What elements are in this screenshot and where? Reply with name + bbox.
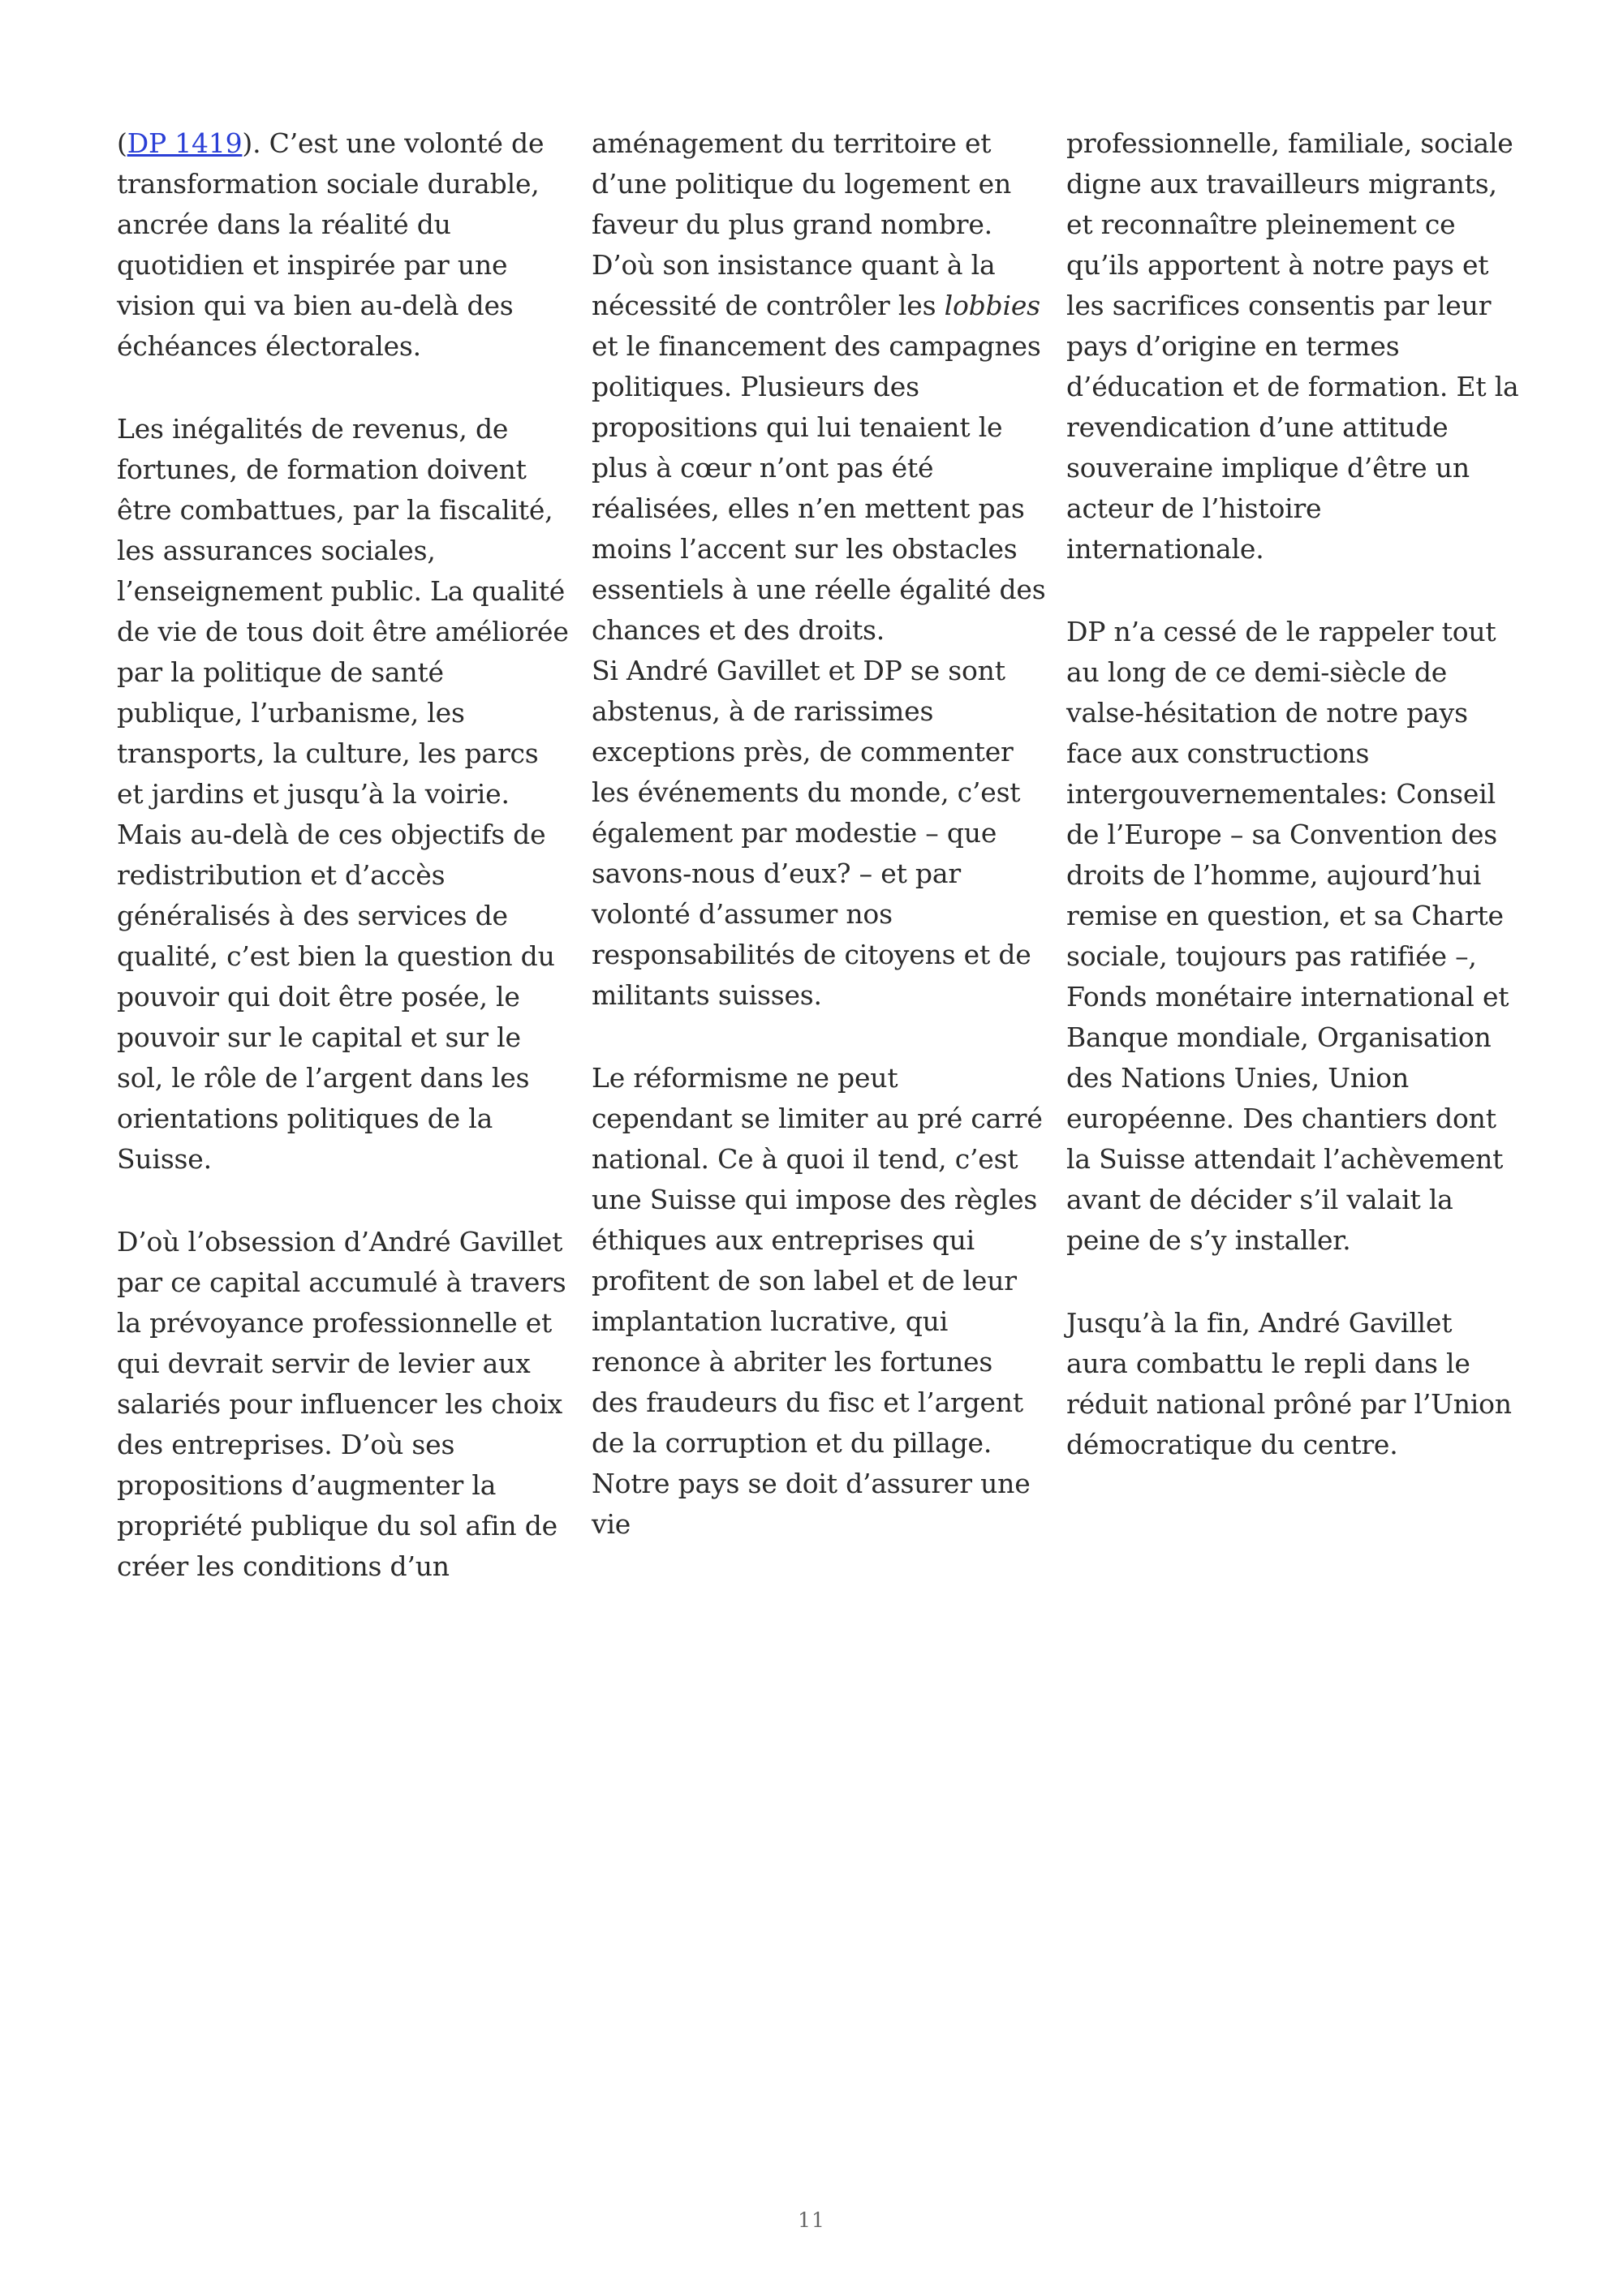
paragraph-3-2: DP n’a cessé de le rappeler tout au long de ce demi-siècle de valse-hésitation de notre pays face aux constructions intergouvernementales: Conseil de l’Europe – sa Convention des droits de l’homme, aujourd’hui remise en question, et sa Charte sociale, toujours pas ratifiée –, Fonds monétaire international et Banque mondiale, Organisation des Nations Unies, Union européenne. Des chantiers dont la Suisse attendait l’achèvement avant de décider s’il valait la peine de s’y installer. (1066, 616, 1509, 1256)
paragraph-3-3: Jusqu’à la fin, André Gavillet aura combattu le repli dans le réduit national prôné par l’Union démocratique du centre. (1066, 1307, 1512, 1460)
column-1 (117, 123, 571, 1587)
paragraph-3-1: professionnelle, familiale, sociale digne aux travailleurs migrants, et reconnaître pleinement ce qu’ils apportent à notre pays et les sacrifices consentis par leur pays d’origine en termes d’éducation et de formation. Et la revendication d’une attitude souveraine implique d’être un acteur de l’histoire internationale. (1066, 127, 1519, 565)
paragraph-2-1 (592, 123, 1046, 651)
paragraph-1-2: Les inégalités de revenus, de fortunes, de formation doivent être combattues, par la fiscalité, les assurances sociales, l’enseignement public. La qualité de vie de tous doit être améliorée par la politique de santé publique, l’urbanisme, les transports, la culture, les parcs et jardins et jusqu’à la voirie. Mais au-delà de ces objectifs de redistribution et d’accès généralisés à des services de qualité, c’est bien la question du pouvoir qui doit être posée, le pouvoir sur le capital et sur le sol, le rôle de l’argent dans les orientations politiques de la Suisse. (117, 413, 569, 1175)
paragraph-text-before: aménagement du territoire et d’une politique du logement en faveur du plus grand nombre. D’où son insistance quant à la nécessité de contrôler les (592, 127, 1012, 321)
paragraph-2-3: Le réformisme ne peut cependant se limiter au pré carré national. Ce à quoi il tend, c’est une Suisse qui impose des règles éthiques aux entreprises qui profitent de son label et de leur implantation lucrative, qui renonce à abriter les fortunes des fraudeurs du fisc et l’argent de la corruption et du pillage. Notre pays se doit d’assurer une vie (592, 1062, 1043, 1540)
paragraph-text-after: et le financement des campagnes politiques. Plusieurs des propositions qui lui tenaient le plus à cœur n’ont pas été réalisées, elles n’en mettent pas moins l’accent sur les obstacles essentiels à une réelle égalité des chances et des droits. (592, 330, 1046, 646)
paragraph-text: ). C’est une volonté de transformation sociale durable, ancrée dans la réalité du quotidien et inspirée par une vision qui va bien au-delà des échéances électorales. (117, 127, 545, 362)
column-2 (592, 123, 1046, 1587)
column-3 (1066, 123, 1521, 1587)
dp-1419-link[interactable]: DP 1419 (127, 127, 243, 159)
paren-open: ( (117, 127, 127, 159)
paragraph-2-2: Si André Gavillet et DP se sont abstenus, à de rarissimes exceptions près, de commenter les événements du monde, c’est également par modestie – que savons-nous d’eux? – et par volonté d’assumer nos responsabilités de citoyens et de militants suisses. (592, 655, 1031, 1011)
paragraph-1-1 (117, 123, 571, 367)
text-columns (117, 123, 1521, 1587)
page-number: 11 (798, 2208, 825, 2232)
paragraph-1-3: D’où l’obsession d’André Gavillet par ce capital accumulé à travers la prévoyance professionnelle et qui devrait servir de levier aux salariés pour influencer les choix des entreprises. D’où ses propositions d’augmenter la propriété publique du sol afin de créer les conditions d’un (117, 1226, 566, 1582)
italic-lobbies: lobbies (944, 290, 1040, 321)
